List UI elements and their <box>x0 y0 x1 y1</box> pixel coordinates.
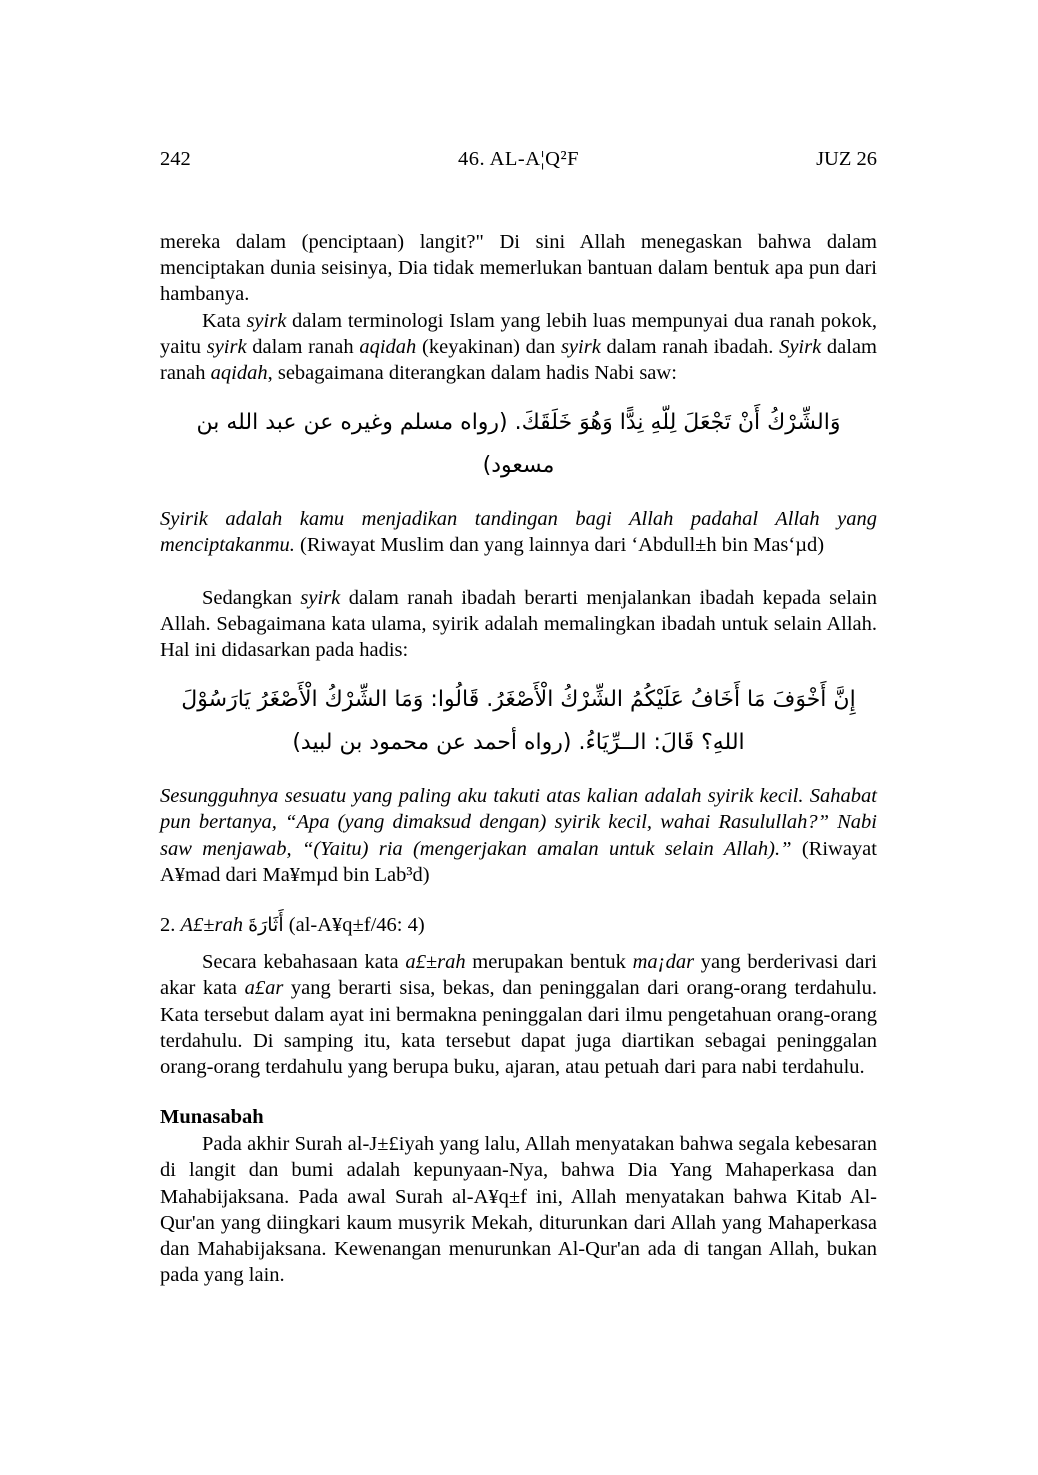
hadith-arabic-2: إِنَّ أَخْوَفَ مَا أَخَافُ عَلَيْكُمُ الشِّرْكُ الْأَصْغَرُ. قَالُوا: وَمَا الشِّرْكُ الْأَصْغَرُ يَارَسُوْلَ اللهِ؟ قَالَ: الــرِّيَاءُ. (رواه أحمد عن محمود بن لبيد) <box>181 687 856 756</box>
text-run: dalam terminologi Islam yang lebih luas mempunyai dua ranah pokok, yaitu <box>160 309 877 358</box>
term-heading-atsarah <box>160 914 877 937</box>
text-run: Syirk <box>779 335 822 358</box>
text-run: أَثَارَةَ <box>248 914 284 937</box>
munasabah-heading: Munasabah <box>160 1106 264 1129</box>
paragraph-syirk-terminology <box>160 308 877 387</box>
text-run: mereka dalam (penciptaan) langit?" Di sini Allah menegaskan bahwa dalam menciptakan dunia seisinya, Dia tidak memerlukan bantuan dalam bentuk apa pun dari hambanya. <box>160 231 877 306</box>
text-run: a£ar <box>244 977 284 1000</box>
text-run: (Riwayat Muslim dan yang lainnya dari ‘Abdull±h bin Mas‘µd) <box>294 534 825 557</box>
text-run: Sedangkan <box>202 586 301 609</box>
juz-label: JUZ 26 <box>816 148 877 170</box>
text-run: aqidah <box>359 335 417 358</box>
hadith-translation-2 <box>160 783 877 888</box>
text-run: syirk <box>206 335 247 358</box>
text-run: dalam ranah <box>246 335 360 358</box>
text-run: yang berderivasi dari akar kata <box>160 951 877 1000</box>
paragraph-munasabah <box>160 1131 877 1288</box>
surah-title: 46. AL-A¦Q²F <box>457 148 580 170</box>
text-run: Secara kebahasaan kata <box>202 951 406 974</box>
text-run: Syirik adalah kamu menjadikan tandingan bagi Allah padahal Allah yang menciptakanmu. <box>160 508 877 557</box>
text-run: , sebagaimana diterangkan dalam hadis Nabi saw: <box>267 362 677 385</box>
text-run: syirk <box>246 309 287 332</box>
text-run: yang berarti sisa, bekas, dan peninggalan dari orang-orang terdahulu. Kata tersebut dalam ayat ini bermakna peninggalan dari ilmu pengetahuan orang-orang terdahulu. Di samping itu, kata tersebut dapat juga diartikan sebagai peninggalan orang-orang terdahulu yang berupa buku, ajaran, atau petuah dari para nabi terdahulu. <box>160 977 877 1079</box>
text-run: (al-A¥q±f/46: 4) <box>283 914 425 937</box>
text-run: dalam ranah ibadah. <box>600 335 780 358</box>
text-run: a£±rah <box>405 951 466 974</box>
paragraph-syirk-ibadah <box>160 585 877 664</box>
text-run: aqidah <box>210 362 268 385</box>
hadith-translation-1 <box>160 506 877 558</box>
text-run: 2. <box>160 914 181 937</box>
text-run: Pada akhir Surah al-J±£iyah yang lalu, Allah menyatakan bahwa segala kebesaran di langit dan bumi adalah kepunyaan-Nya, bahwa Dia Yang Mahaperkasa dan Mahabijaksana. Pada awal Surah al-A¥q±f ini, Allah menyatakan bahwa Kitab Al-Qur'an yang diingkari kaum musyrik Mekah, diturunkan dari Allah yang Mahaperkasa dan Mahabijaksana. Kewenangan menurunkan Al-Qur'an ada di tangan Allah, bukan pada yang lain. <box>160 1133 877 1287</box>
text-run: A£±rah <box>180 914 244 937</box>
text-run: dalam ranah ibadah berarti menjalankan ibadah kepada selain Allah. Sebagaimana kata ulama, syirik adalah memalingkan ibadah untuk selain Allah. Hal ini didasarkan pada hadis: <box>160 586 877 662</box>
text-run: merupakan bentuk <box>465 951 633 974</box>
text-run: ma¡dar <box>632 951 695 974</box>
text-run: syirk <box>560 335 601 358</box>
paragraph-atsarah-meaning <box>160 949 877 1080</box>
paragraph-opening <box>160 229 877 308</box>
page-header <box>160 148 877 171</box>
text-run: syirk <box>300 586 341 609</box>
page-number: 242 <box>160 148 191 170</box>
page-body <box>160 229 877 1289</box>
text-run: Kata <box>202 309 247 332</box>
text-run: (keyakinan) dan <box>416 335 561 358</box>
hadith-arabic-1: وَالشِّرْكُ أَنْ تَجْعَلَ لِلّهِ نِدًّا وَهُوَ خَلَقَكَ. (رواه مسلم وغيره عن عبد الله بن مسعود) <box>196 410 841 479</box>
text-run: dalam ranah <box>160 335 877 385</box>
text-run: Sesungguhnya sesuatu yang paling aku takuti atas kalian adalah syirik kecil. Sahabat pun bertanya, “Apa (yang dimaksud dengan) syirik kecil, wahai Rasulullah?” Nabi saw menjawab, “(Yaitu) ria (mengerjakan amalan untuk selain Allah).” <box>160 785 877 860</box>
text-run: (Riwayat A¥mad dari Ma¥mµd bin Lab³d) <box>160 837 877 886</box>
